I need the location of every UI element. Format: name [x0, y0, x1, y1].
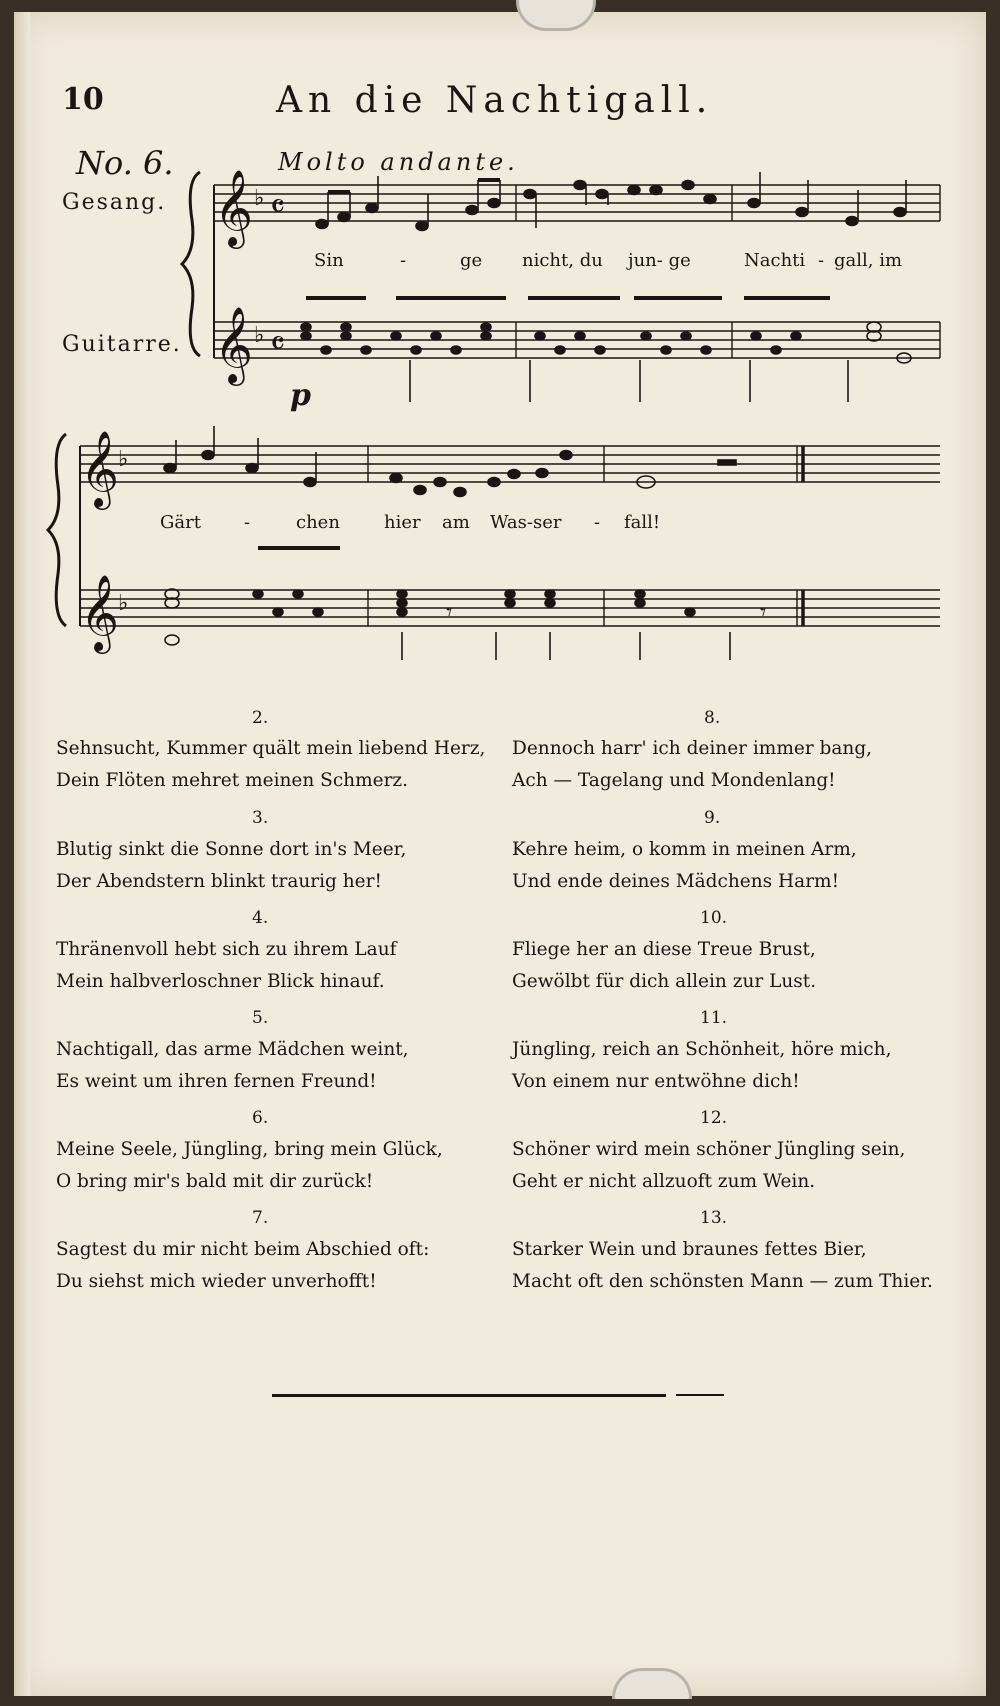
- stanza-line: Dein Flöten mehret meinen Schmerz.: [56, 770, 409, 791]
- lyric-2-3: hier: [384, 512, 421, 533]
- lyric-1-3: nicht, du: [522, 250, 603, 271]
- svg-text:♭: ♭: [118, 447, 129, 472]
- svg-text:𝄞: 𝄞: [80, 430, 120, 507]
- svg-text:♭: ♭: [254, 186, 265, 211]
- stanza-line: Gewölbt für dich allein zur Lust.: [512, 971, 817, 992]
- lyric-2-2: chen: [296, 512, 340, 533]
- lyric-1-7: gall, im: [834, 250, 903, 271]
- page-title: An die Nachtigall.: [276, 80, 714, 121]
- stanza-number: 2.: [252, 708, 269, 728]
- stanza-number: 5.: [252, 1008, 269, 1028]
- lyric-2-7: fall!: [624, 512, 661, 533]
- musical-score: [0, 0, 1000, 700]
- stanza-number: 7.: [252, 1208, 269, 1228]
- stanza-line: Dennoch harr' ich deiner immer bang,: [512, 738, 873, 759]
- stanza-number: 3.: [252, 808, 269, 828]
- voice-part-label: Gesang.: [62, 190, 167, 215]
- svg-text:♭: ♭: [118, 591, 129, 616]
- stanza-line: Kehre heim, o komm in meinen Arm,: [512, 839, 857, 860]
- stanza-line: Macht oft den schönsten Mann — zum Thier.: [512, 1271, 933, 1292]
- stanza-number: 13.: [700, 1208, 728, 1228]
- guitar-part-label: Guitarre.: [62, 332, 182, 357]
- stanza-line: Meine Seele, Jüngling, bring mein Glück,: [56, 1139, 443, 1160]
- stanza-number: 11.: [700, 1008, 728, 1028]
- lyric-1-5: Nachti: [744, 250, 806, 271]
- stanza-line: Der Abendstern blinkt traurig her!: [56, 871, 382, 892]
- lyric-1-4: jun- ge: [628, 250, 691, 271]
- lyric-2-1: -: [244, 512, 251, 533]
- stanza-line: O bring mir's bald mit dir zurück!: [56, 1171, 374, 1192]
- lyric-2-4: am: [442, 512, 470, 533]
- voice-staff-1: [214, 185, 940, 221]
- tempo-marking: Molto andante.: [278, 148, 519, 176]
- stanza-number: 12.: [700, 1108, 728, 1128]
- stanza-line: Starker Wein und braunes fettes Bier,: [512, 1239, 867, 1260]
- stanza-line: Jüngling, reich an Schönheit, höre mich,: [512, 1039, 892, 1060]
- stanza-line: Blutig sinkt die Sonne dort in's Meer,: [56, 839, 407, 860]
- page-number: 10: [62, 82, 104, 117]
- stanza-line: Und ende deines Mädchens Harm!: [512, 871, 840, 892]
- svg-text:𝄾: 𝄾: [446, 598, 453, 626]
- stanza-line: Mein halbverloschner Blick hinauf.: [56, 971, 385, 992]
- stanza-number: 4.: [252, 908, 269, 928]
- svg-text:♭: ♭: [254, 323, 265, 348]
- stanza-line: Sagtest du mir nicht beim Abschied oft:: [56, 1239, 430, 1260]
- lyric-1-1: -: [400, 250, 407, 271]
- svg-text:𝄞: 𝄞: [214, 306, 254, 383]
- lyric-2-6: -: [594, 512, 601, 533]
- lyric-1-6: -: [818, 250, 825, 271]
- lyric-2-5: Was-ser: [490, 512, 562, 533]
- lyric-2-0: Gärt: [160, 512, 201, 533]
- svg-text:𝄞: 𝄞: [214, 169, 254, 246]
- stanza-line: Nachtigall, das arme Mädchen weint,: [56, 1039, 409, 1060]
- stanza-line: Von einem nur entwöhne dich!: [512, 1071, 800, 1092]
- svg-text:𝄾: 𝄾: [760, 598, 767, 626]
- svg-text:𝄴: 𝄴: [270, 187, 286, 227]
- stanza-line: Du siehst mich wieder unverhofft!: [56, 1271, 377, 1292]
- stanza-line: Schöner wird mein schöner Jüngling sein,: [512, 1139, 906, 1160]
- lyric-1-2: ge: [460, 250, 483, 271]
- song-number: No. 6.: [76, 144, 174, 182]
- stanza-number: 8.: [704, 708, 721, 728]
- lyric-1-0: Sin: [314, 250, 344, 271]
- stanza-line: Geht er nicht allzuoft zum Wein.: [512, 1171, 816, 1192]
- stanza-line: Ach — Tagelang und Mondenlang!: [512, 770, 836, 791]
- stanza-number: 6.: [252, 1108, 269, 1128]
- end-rule: [272, 1394, 666, 1397]
- stanza-line: Es weint um ihren fernen Freund!: [56, 1071, 377, 1092]
- svg-text:𝄴: 𝄴: [270, 324, 286, 364]
- stanza-number: 10.: [700, 908, 728, 928]
- stanza-line: Fliege her an diese Treue Brust,: [512, 939, 816, 960]
- svg-text:𝄞: 𝄞: [80, 574, 120, 651]
- stanza-number: 9.: [704, 808, 721, 828]
- end-rule-tail: [676, 1394, 724, 1396]
- dynamic-marking: p: [290, 378, 311, 413]
- stanza-line: Sehnsucht, Kummer quält mein liebend Herz,: [56, 738, 486, 759]
- stanza-line: Thränenvoll hebt sich zu ihrem Lauf: [56, 939, 397, 960]
